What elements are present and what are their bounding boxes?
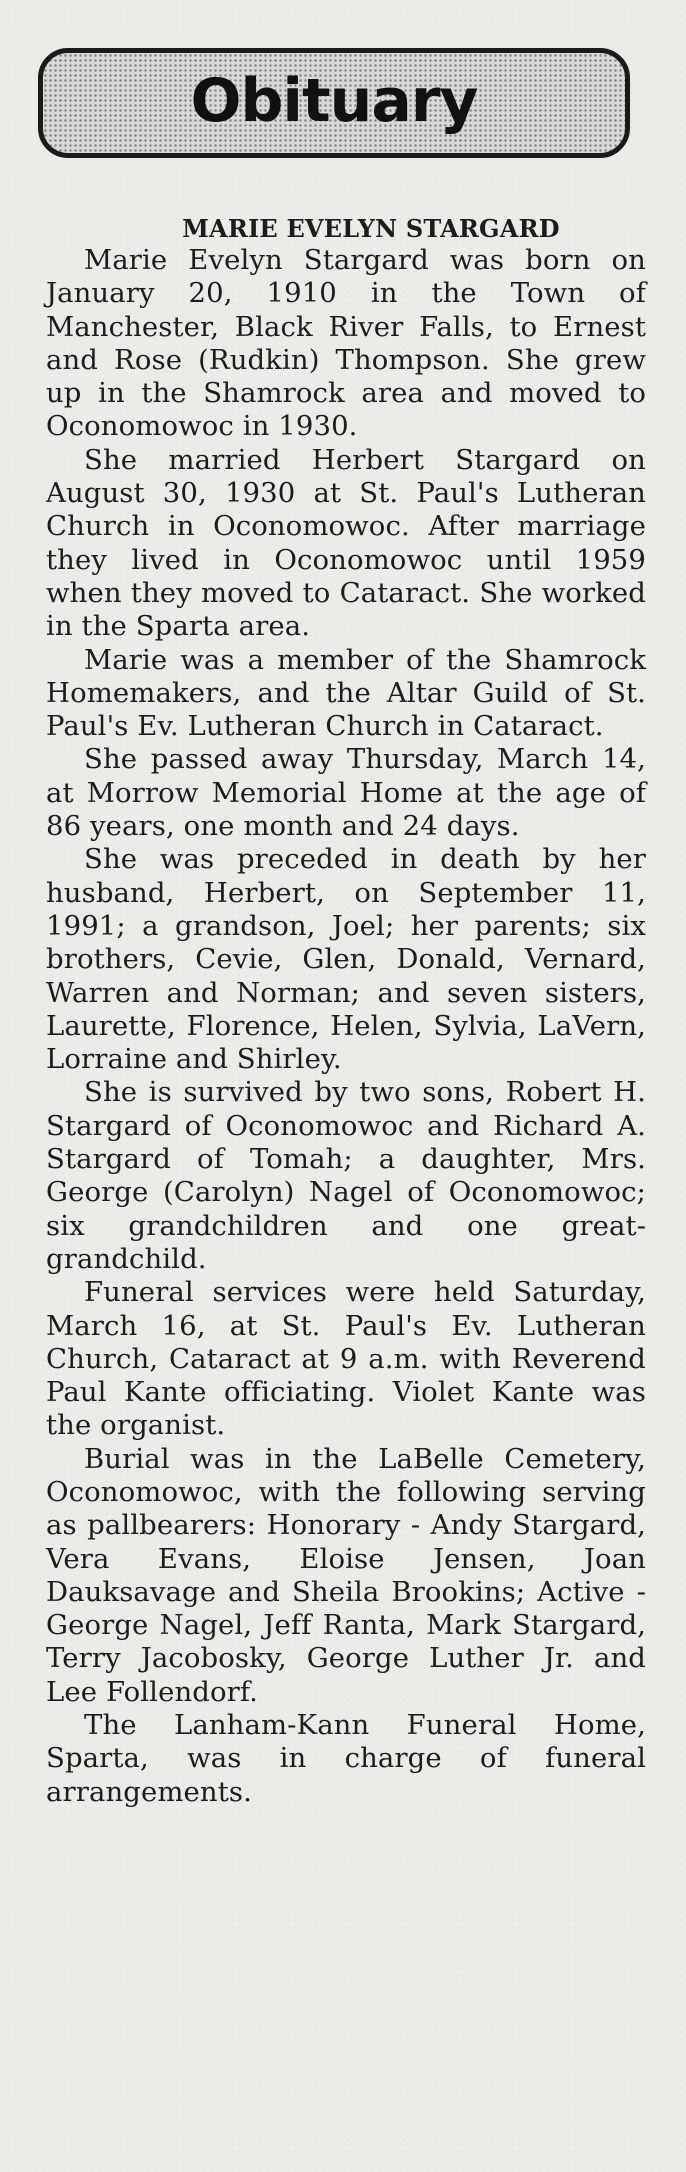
paragraph-death: She passed away Thursday, March 14, at Morrow Memorial Home at the age of 86 years, one month and 24 days. <box>46 743 646 843</box>
paragraph-funeral-home: The Lanham-Kann Funeral Home, Sparta, was in charge of funeral arrangements. <box>46 1709 646 1808</box>
paragraph-birth: Marie Evelyn Stargard was born on January 20, 1910 in the Town of Manchester, Black River Falls, to Ernest and Rose (Rudkin) Thompson. She grew up in the Shamrock area and moved to Oconomowoc in 1930. <box>46 244 646 443</box>
obituary-banner <box>38 48 630 158</box>
paragraph-survived: She is survived by two sons, Robert H. Stargard of Oconomowoc and Richard A. Stargard of Tomah; a daughter, Mrs. George (Carolyn) Nagel of Oconomowoc; six grandchildren and one great-grandchild. <box>46 1076 646 1275</box>
paragraph-preceded: She was preceded in death by her husband, Herbert, on September 11, 1991; a grandson, Joel; her parents; six brothers, Cevie, Glen, Donald, Vernard, Warren and Norman; and seven sisters, Laurette, Florence, Helen, Sylvia, LaVern, Lorraine and Shirley. <box>46 843 646 1076</box>
paragraph-burial: Burial was in the LaBelle Cemetery, Oconomowoc, with the following serving as pallbearers: Honorary - Andy Stargard, Vera Evans, Eloise Jensen, Joan Dauksavage and Sheila Brookins; Active - George Nagel, Jeff Ranta, Mark Stargard, Terry Jacobosky, George Luther Jr. and Lee Follendorf. <box>46 1442 646 1708</box>
paragraph-services: Funeral services were held Saturday, March 16, at St. Paul's Ev. Lutheran Church, Cataract at 9 a.m. with Reverend Paul Kante officiating. Violet Kante was the organist. <box>46 1276 646 1442</box>
obituary-article <box>46 214 646 1809</box>
banner-title: Obituary <box>190 66 478 136</box>
obituary-headline: MARIE EVELYN STARGARD <box>182 214 560 243</box>
paragraph-marriage: She married Herbert Stargard on August 30, 1930 at St. Paul's Lutheran Church in Oconomowoc. After marriage they lived in Oconomowoc until 1959 when they moved to Cataract. She worked in the Sparta area. <box>46 443 646 643</box>
paragraph-memberships: Marie was a member of the Shamrock Homemakers, and the Altar Guild of St. Paul's Ev. Lutheran Church in Cataract. <box>46 643 646 743</box>
